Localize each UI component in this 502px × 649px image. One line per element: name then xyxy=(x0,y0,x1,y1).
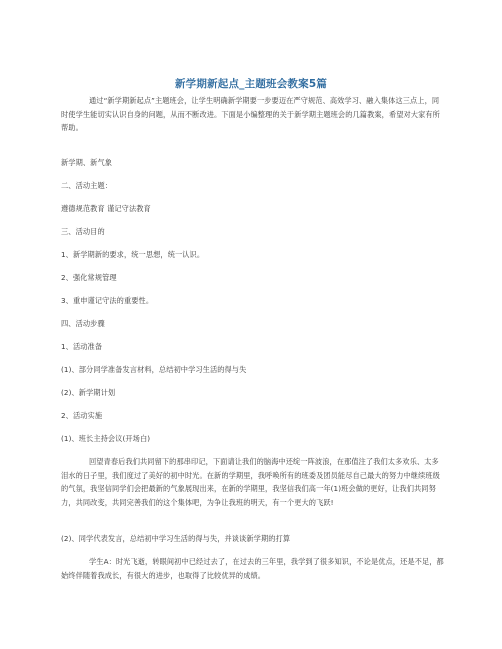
text-line: (2)、新学期计划 xyxy=(61,388,116,397)
text-line: 2、强化常规管理 xyxy=(61,273,117,282)
text-line: 遵德规范教育 谨记守法教育 xyxy=(61,204,151,213)
text-line: (1)、部分同学准备发言材料，总结初中学习生活的得与失 xyxy=(61,365,247,374)
text-line: 四、活动步骤 xyxy=(61,319,105,328)
text-line: 新学期、新气象 xyxy=(61,158,113,167)
text-line: (2)、同学代表发言，总结初中学习生活的得与失，并谈谈新学期的打算 xyxy=(61,534,291,543)
intro-paragraph: 通过“新学期新起点”主题班会，让学生明确新学期要一步要迈在严守规范、高效学习、融入集体这三点上，同时使学生能切实认识自身的问题，从而不断改进。下面是小编整理的关于新学期主题班会的几篇教案，希望对大家有所帮助。 xyxy=(61,96,440,132)
text-line: 3、重申谨记守法的重要性。 xyxy=(61,296,154,305)
text-line: 二、活动主题： xyxy=(61,181,113,190)
document-title: 新学期新起点_主题班会教案5篇 xyxy=(174,78,328,90)
body-paragraph: 回望青春后我们共同留下的那串印记，下面请让我们的脑海中还绽一阵波浪，在那值注了我们太多欢乐、太多泪水的日子里，我们度过了美好的初中时光。在新的学期里，我呼唤所有的班委及团员能尽自己最大的努力中继续班级的气氛，我坚信同学们会把最新的气象展现出来，在新的学期里，我坚信我们高一年(1)班会做的更好，让我们共同努力，共同改变，共同完善我们的这个集体吧，为争让我班的明天，有一个更大的飞跃! xyxy=(61,457,440,507)
text-line: 三、活动目的 xyxy=(61,227,105,236)
body-paragraph: 学生A：时光飞逝，转眼间初中已经过去了，在过去的三年里，我学到了很多知识，不论是优点，还是不足，都始终伴随着我成长，有很大的进步，也取得了比较优异的成绩。 xyxy=(61,557,444,580)
text-line: (1)、班长主持会议(开场白) xyxy=(61,434,151,443)
text-line: 1、活动准备 xyxy=(61,342,103,351)
text-line: 1、新学期新的要求，统一思想，统一认识。 xyxy=(61,250,205,259)
text-line: 2、活动实施 xyxy=(61,411,103,420)
